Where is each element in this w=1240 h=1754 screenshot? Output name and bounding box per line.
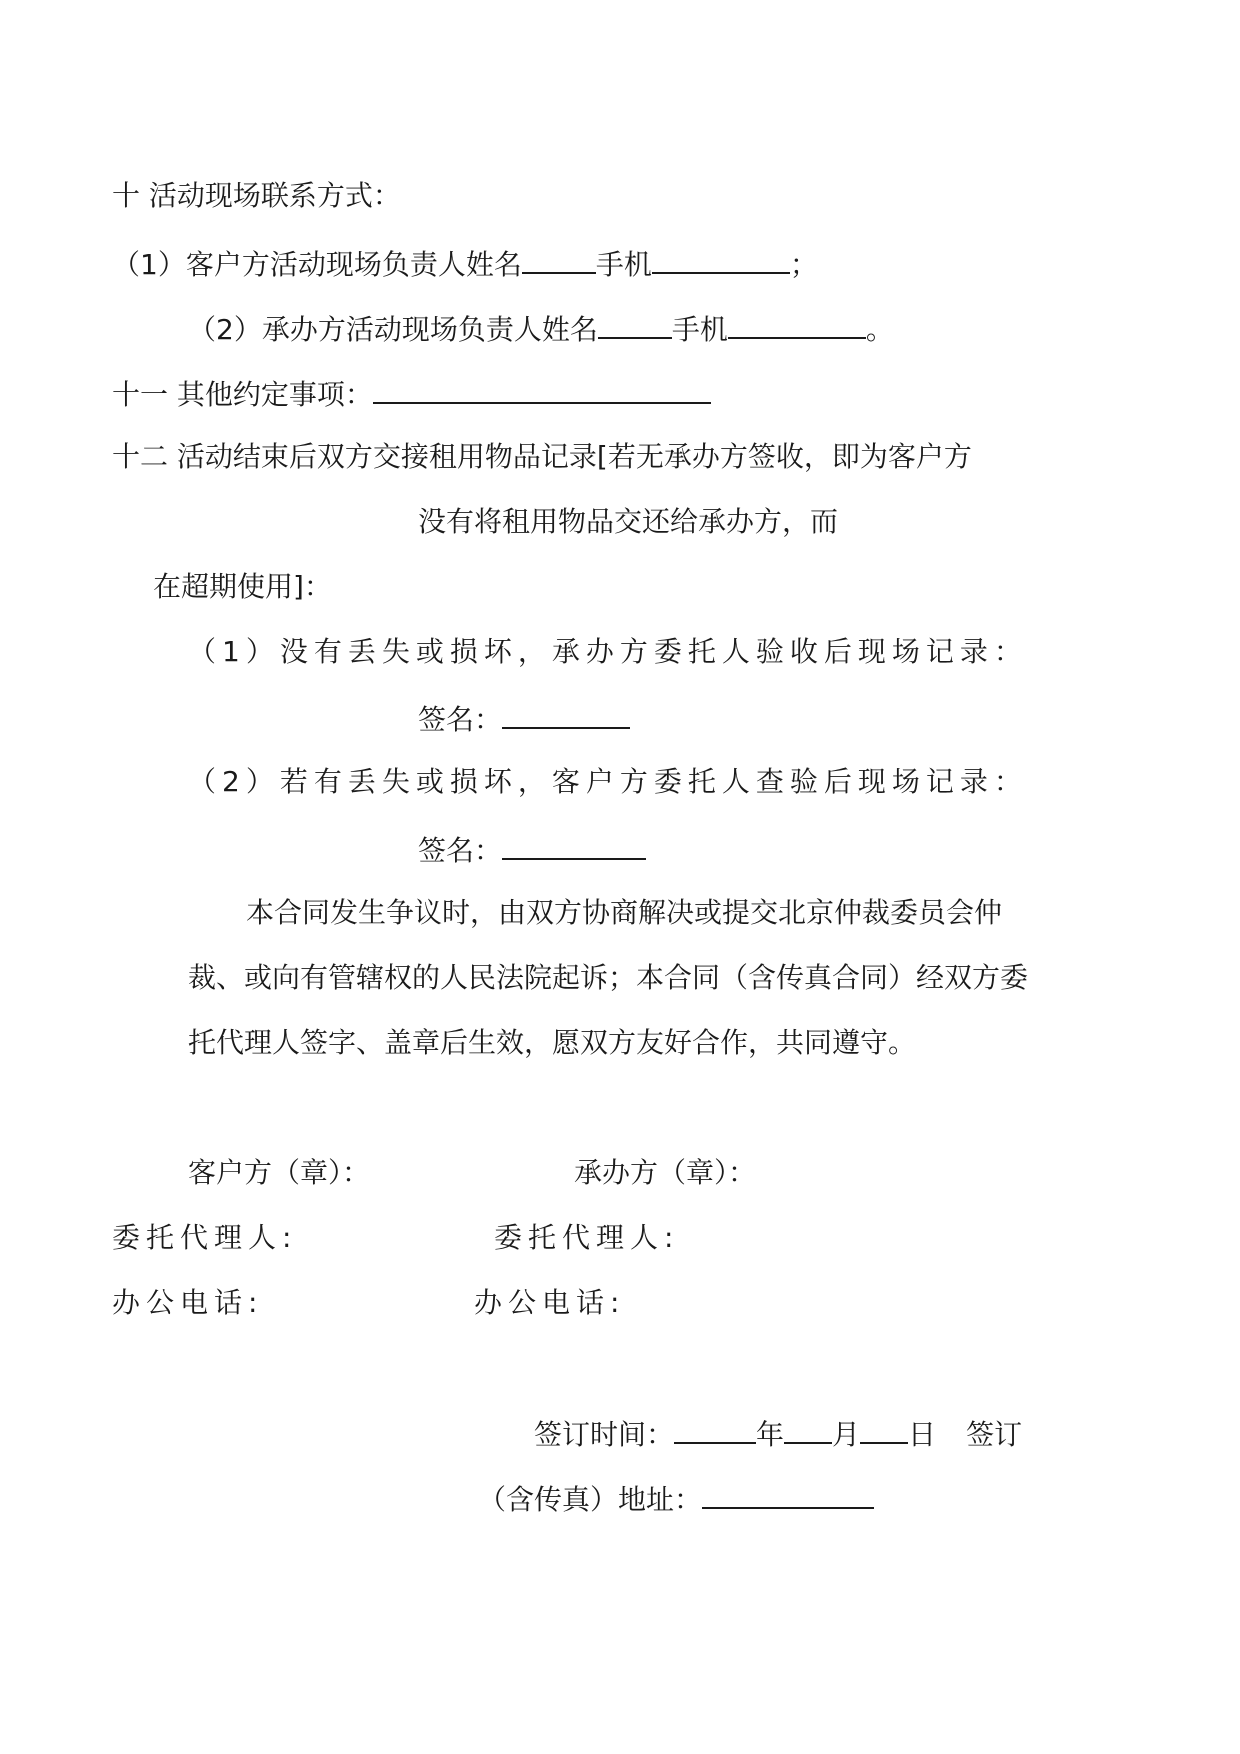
client-contact-phone-blank[interactable] [652, 242, 790, 274]
signing-place-label-1: 签订 [966, 1418, 1023, 1451]
section12-heading-line1: 十二 活动结束后双方交接租用物品记录[若无承办方签收，即为客户方 [112, 440, 972, 473]
section10-item2 [188, 307, 894, 350]
section10-item1 [112, 242, 818, 285]
item2-prefix: （2）承办方活动现场负责人姓名 [188, 313, 598, 346]
sign1-label: 签名： [418, 703, 503, 736]
sign2-row [418, 828, 646, 871]
dispute-line2: 裁、或向有管辖权的人民法院起诉；本合同（含传真合同）经双方委 [188, 961, 1029, 994]
signing-address-blank[interactable] [702, 1477, 874, 1509]
signing-time-label: 签订时间： [534, 1418, 675, 1451]
contractor-seal-label: 承办方（章）： [574, 1156, 757, 1189]
signing-place-row [478, 1477, 874, 1520]
section11-heading: 十一 其他约定事项： [112, 378, 373, 411]
contractor-contact-phone-blank[interactable] [728, 307, 866, 339]
signing-place-label-2: （含传真）地址： [478, 1483, 703, 1516]
sign1-row [418, 697, 630, 740]
client-contact-name-blank[interactable] [522, 242, 596, 274]
client-agent-label: 委托代理人: [112, 1221, 298, 1254]
contractor-contact-name-blank[interactable] [598, 307, 672, 339]
dispute-line1: 本合同发生争议时，由双方协商解决或提交北京仲裁委员会仲 [246, 896, 1003, 929]
signing-time-row [534, 1412, 1022, 1455]
section10-heading: 十 活动现场联系方式： [112, 179, 401, 212]
section12-heading-line3: 在超期使用]： [153, 570, 332, 603]
section12-item1: （1）没有丢失或损坏，承办方委托人验收后现场记录： [188, 635, 1028, 668]
item2-end: 。 [865, 313, 894, 346]
year-label: 年 [756, 1418, 785, 1451]
signing-year-blank[interactable] [674, 1412, 756, 1444]
sign2-label: 签名： [418, 834, 503, 867]
item2-phone-label: 手机 [671, 313, 728, 346]
item1-end: ； [789, 248, 818, 281]
section11 [112, 372, 711, 415]
sign1-blank[interactable] [502, 697, 630, 729]
section12-heading-line2: 没有将租用物品交还给承办方，而 [418, 505, 839, 538]
item1-prefix: （1）客户方活动现场负责人姓名 [112, 248, 522, 281]
dispute-line3: 托代理人签字、盖章后生效，愿双方友好合作，共同遵守。 [188, 1026, 917, 1059]
client-phone-label: 办公电话: [112, 1286, 264, 1319]
client-seal-label: 客户方（章）： [188, 1156, 371, 1189]
item1-phone-label: 手机 [595, 248, 652, 281]
section12-item2: （2）若有丢失或损坏，客户方委托人查验后现场记录： [188, 765, 1028, 798]
signing-day-blank[interactable] [860, 1412, 908, 1444]
sign2-blank[interactable] [502, 828, 646, 860]
contractor-phone-label: 办公电话: [474, 1286, 626, 1319]
other-terms-blank[interactable] [373, 372, 711, 404]
signing-month-blank[interactable] [784, 1412, 832, 1444]
day-label: 日 [908, 1418, 937, 1451]
contractor-agent-label: 委托代理人: [494, 1221, 680, 1254]
month-label: 月 [832, 1418, 861, 1451]
